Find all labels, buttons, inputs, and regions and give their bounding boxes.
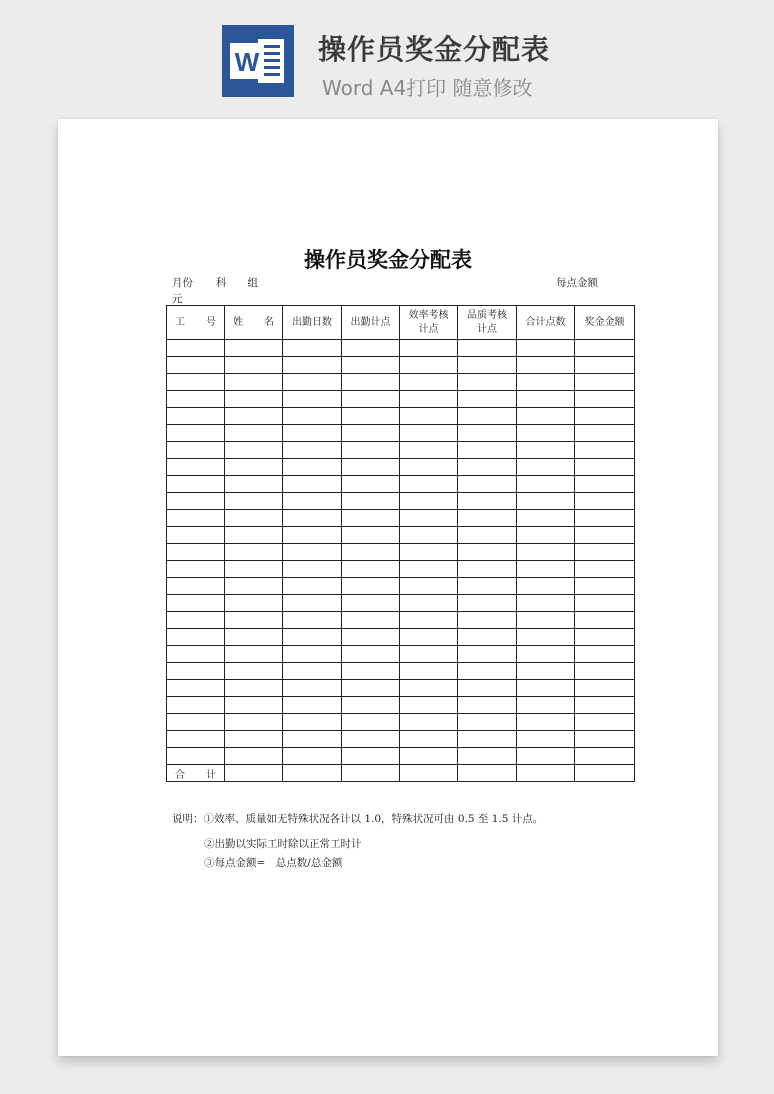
- table-cell[interactable]: [167, 442, 225, 459]
- table-cell[interactable]: [167, 731, 225, 748]
- table-cell[interactable]: [400, 697, 458, 714]
- total-label: 合 计: [167, 765, 225, 782]
- table-cell[interactable]: [458, 459, 517, 476]
- table-cell[interactable]: [342, 595, 400, 612]
- table-cell[interactable]: [283, 697, 342, 714]
- table-cell[interactable]: [400, 646, 458, 663]
- word-icon-letter: W: [234, 47, 260, 77]
- table-cell[interactable]: [517, 442, 575, 459]
- table-cell[interactable]: [342, 493, 400, 510]
- table-cell[interactable]: [225, 714, 283, 731]
- table-cell[interactable]: [575, 748, 635, 765]
- table-cell[interactable]: [575, 476, 635, 493]
- table-cell[interactable]: [283, 629, 342, 646]
- note-3: ③每点金额= 总点数/总金额: [204, 857, 343, 869]
- table-cell[interactable]: [167, 374, 225, 391]
- table-cell[interactable]: [167, 391, 225, 408]
- table-cell[interactable]: [283, 425, 342, 442]
- total-cell[interactable]: [225, 765, 283, 782]
- table-cell[interactable]: [342, 408, 400, 425]
- table-cell[interactable]: [517, 561, 575, 578]
- word-icon: [222, 25, 294, 97]
- table-cell[interactable]: [400, 425, 458, 442]
- table-cell[interactable]: [225, 425, 283, 442]
- table-cell[interactable]: [517, 646, 575, 663]
- bonus-table: [166, 305, 634, 782]
- total-cell[interactable]: [400, 765, 458, 782]
- table-cell[interactable]: [458, 612, 517, 629]
- meta-rate: 每点金额: [556, 277, 598, 289]
- table-row: [167, 408, 635, 425]
- table-cell[interactable]: [517, 357, 575, 374]
- table-cell[interactable]: [225, 408, 283, 425]
- table-cell[interactable]: [167, 408, 225, 425]
- table-cell[interactable]: [458, 629, 517, 646]
- table-row: [167, 731, 635, 748]
- table-cell[interactable]: [575, 714, 635, 731]
- table-row: [167, 612, 635, 629]
- table-cell[interactable]: [167, 578, 225, 595]
- total-cell[interactable]: [342, 765, 400, 782]
- table-cell[interactable]: [458, 663, 517, 680]
- total-row: [167, 765, 635, 782]
- table-cell[interactable]: [458, 357, 517, 374]
- table-cell[interactable]: [458, 476, 517, 493]
- meta-unit: 元: [172, 293, 183, 305]
- table-cell[interactable]: [400, 731, 458, 748]
- table-cell[interactable]: [283, 714, 342, 731]
- table-row: [167, 646, 635, 663]
- table-cell[interactable]: [400, 578, 458, 595]
- table-cell[interactable]: [342, 374, 400, 391]
- table-row: [167, 459, 635, 476]
- table-cell[interactable]: [283, 527, 342, 544]
- table-cell[interactable]: [517, 544, 575, 561]
- table-cell[interactable]: [225, 612, 283, 629]
- table-cell[interactable]: [167, 527, 225, 544]
- table-row: [167, 493, 635, 510]
- table-cell[interactable]: [342, 425, 400, 442]
- table-cell[interactable]: [342, 612, 400, 629]
- table-cell[interactable]: [575, 612, 635, 629]
- table-cell[interactable]: [342, 561, 400, 578]
- table-cell[interactable]: [167, 510, 225, 527]
- table-cell[interactable]: [342, 714, 400, 731]
- table-cell[interactable]: [225, 442, 283, 459]
- table-cell[interactable]: [167, 544, 225, 561]
- table-row: [167, 714, 635, 731]
- table-row: [167, 680, 635, 697]
- table-cell[interactable]: [575, 408, 635, 425]
- table-cell[interactable]: [283, 544, 342, 561]
- col-header-efficiency: 效率考核计点: [400, 306, 458, 340]
- table-cell[interactable]: [517, 493, 575, 510]
- table-cell[interactable]: [167, 612, 225, 629]
- table-row: [167, 442, 635, 459]
- table-cell[interactable]: [225, 595, 283, 612]
- table-cell[interactable]: [400, 510, 458, 527]
- table-cell[interactable]: [342, 731, 400, 748]
- table-cell[interactable]: [167, 595, 225, 612]
- table-cell[interactable]: [575, 527, 635, 544]
- table-cell[interactable]: [575, 357, 635, 374]
- table-cell[interactable]: [517, 663, 575, 680]
- table-cell[interactable]: [225, 680, 283, 697]
- table-cell[interactable]: [458, 714, 517, 731]
- table-cell[interactable]: [283, 663, 342, 680]
- table-row: [167, 510, 635, 527]
- note-2: ②出勤以实际工时除以正常工时计: [204, 838, 362, 850]
- table-cell[interactable]: [342, 697, 400, 714]
- table-cell[interactable]: [400, 527, 458, 544]
- total-cell[interactable]: [575, 765, 635, 782]
- table-cell[interactable]: [575, 697, 635, 714]
- table-cell[interactable]: [167, 714, 225, 731]
- table-cell[interactable]: [167, 493, 225, 510]
- table-cell[interactable]: [167, 459, 225, 476]
- table-cell[interactable]: [575, 561, 635, 578]
- table-cell[interactable]: [517, 510, 575, 527]
- table-cell[interactable]: [400, 680, 458, 697]
- table-cell[interactable]: [575, 493, 635, 510]
- total-cell[interactable]: [283, 765, 342, 782]
- table-cell[interactable]: [575, 595, 635, 612]
- table-row: [167, 629, 635, 646]
- table-cell[interactable]: [225, 493, 283, 510]
- document-page: [58, 119, 718, 1056]
- table-cell[interactable]: [400, 374, 458, 391]
- table-cell[interactable]: [575, 459, 635, 476]
- table-cell[interactable]: [575, 578, 635, 595]
- table-cell[interactable]: [167, 629, 225, 646]
- table-row: [167, 340, 635, 357]
- table-cell[interactable]: [225, 561, 283, 578]
- table-cell[interactable]: [225, 578, 283, 595]
- table-cell[interactable]: [458, 408, 517, 425]
- banner-subtitle: Word A4打印 随意修改: [322, 76, 533, 100]
- table-cell[interactable]: [575, 340, 635, 357]
- table-cell[interactable]: [400, 442, 458, 459]
- table-cell[interactable]: [575, 442, 635, 459]
- table-cell[interactable]: [225, 697, 283, 714]
- table-cell[interactable]: [225, 544, 283, 561]
- table-cell[interactable]: [225, 340, 283, 357]
- col-header-days: 出勤日数: [283, 306, 342, 340]
- table-cell[interactable]: [400, 493, 458, 510]
- meta-month: 月份: [172, 277, 193, 289]
- table-cell[interactable]: [225, 748, 283, 765]
- table-cell[interactable]: [458, 680, 517, 697]
- table-cell[interactable]: [283, 476, 342, 493]
- table-cell[interactable]: [283, 442, 342, 459]
- table-cell[interactable]: [225, 510, 283, 527]
- document-title: 操作员奖金分配表: [304, 248, 472, 272]
- table-cell[interactable]: [342, 629, 400, 646]
- table-cell[interactable]: [342, 646, 400, 663]
- table-cell[interactable]: [400, 663, 458, 680]
- table-cell[interactable]: [225, 646, 283, 663]
- table-cell[interactable]: [167, 357, 225, 374]
- table-cell[interactable]: [283, 357, 342, 374]
- col-header-bonus: 奖金金额: [575, 306, 635, 340]
- table-cell[interactable]: [225, 357, 283, 374]
- table-cell[interactable]: [283, 340, 342, 357]
- table-cell[interactable]: [342, 357, 400, 374]
- table-cell[interactable]: [283, 459, 342, 476]
- table-cell[interactable]: [283, 595, 342, 612]
- table-row: [167, 544, 635, 561]
- table-cell[interactable]: [283, 510, 342, 527]
- table-cell[interactable]: [283, 408, 342, 425]
- table-cell[interactable]: [458, 595, 517, 612]
- table-cell[interactable]: [517, 612, 575, 629]
- table-cell[interactable]: [283, 578, 342, 595]
- table-cell[interactable]: [283, 561, 342, 578]
- table-cell[interactable]: [225, 629, 283, 646]
- table-cell[interactable]: [458, 544, 517, 561]
- table-cell[interactable]: [458, 425, 517, 442]
- total-cell[interactable]: [458, 765, 517, 782]
- table-row: [167, 425, 635, 442]
- table-cell[interactable]: [458, 731, 517, 748]
- table-cell[interactable]: [517, 391, 575, 408]
- table-cell[interactable]: [167, 425, 225, 442]
- table-cell[interactable]: [575, 374, 635, 391]
- table-cell[interactable]: [575, 629, 635, 646]
- table-row: [167, 561, 635, 578]
- table-cell[interactable]: [167, 748, 225, 765]
- table-cell[interactable]: [517, 629, 575, 646]
- table-cell[interactable]: [575, 425, 635, 442]
- table-cell[interactable]: [283, 731, 342, 748]
- table-cell[interactable]: [517, 697, 575, 714]
- meta-dept: 科 组: [216, 277, 258, 289]
- table-cell[interactable]: [400, 595, 458, 612]
- table-cell[interactable]: [400, 748, 458, 765]
- table-cell[interactable]: [575, 680, 635, 697]
- note-1: 说明：①效率、质量如无特殊状况各计以 1.0，特殊状况可由 0.5 至 1.5 计点。: [172, 813, 544, 825]
- table-row: [167, 748, 635, 765]
- table-cell[interactable]: [342, 442, 400, 459]
- table-cell[interactable]: [400, 408, 458, 425]
- table-cell[interactable]: [517, 731, 575, 748]
- table-cell[interactable]: [283, 680, 342, 697]
- table-cell[interactable]: [167, 680, 225, 697]
- table-cell[interactable]: [225, 663, 283, 680]
- table-cell[interactable]: [400, 476, 458, 493]
- table-cell[interactable]: [458, 646, 517, 663]
- table-row: [167, 527, 635, 544]
- table-cell[interactable]: [283, 493, 342, 510]
- banner-title: 操作员奖金分配表: [318, 33, 551, 66]
- table-cell[interactable]: [517, 459, 575, 476]
- table-cell[interactable]: [342, 340, 400, 357]
- table-cell[interactable]: [517, 425, 575, 442]
- table-cell[interactable]: [283, 748, 342, 765]
- table-cell[interactable]: [517, 595, 575, 612]
- table-cell[interactable]: [400, 544, 458, 561]
- table-cell[interactable]: [167, 646, 225, 663]
- table-cell[interactable]: [458, 340, 517, 357]
- table-cell[interactable]: [342, 544, 400, 561]
- table-cell[interactable]: [342, 663, 400, 680]
- table-cell[interactable]: [342, 578, 400, 595]
- table-cell[interactable]: [517, 476, 575, 493]
- table-cell[interactable]: [342, 476, 400, 493]
- table-cell[interactable]: [167, 561, 225, 578]
- table-row: [167, 357, 635, 374]
- table-cell[interactable]: [283, 612, 342, 629]
- table-cell[interactable]: [458, 510, 517, 527]
- table-cell[interactable]: [458, 527, 517, 544]
- table-cell[interactable]: [167, 663, 225, 680]
- table-cell[interactable]: [225, 527, 283, 544]
- table-cell[interactable]: [575, 646, 635, 663]
- table-cell[interactable]: [575, 544, 635, 561]
- table-cell[interactable]: [167, 697, 225, 714]
- table-cell[interactable]: [342, 391, 400, 408]
- table-cell[interactable]: [517, 340, 575, 357]
- col-header-name: 姓 名: [225, 306, 283, 340]
- header-row: [167, 306, 635, 340]
- col-header-attend-points: 出勤计点: [342, 306, 400, 340]
- banner: [0, 0, 774, 118]
- table-cell[interactable]: [400, 459, 458, 476]
- table-cell[interactable]: [575, 663, 635, 680]
- table-cell[interactable]: [400, 714, 458, 731]
- col-header-quality: 品质考核计点: [458, 306, 517, 340]
- table-cell[interactable]: [342, 680, 400, 697]
- table-cell[interactable]: [342, 459, 400, 476]
- table-cell[interactable]: [575, 731, 635, 748]
- table-row: [167, 578, 635, 595]
- table-row: [167, 595, 635, 612]
- table-cell[interactable]: [575, 510, 635, 527]
- table-cell[interactable]: [400, 629, 458, 646]
- table-row: [167, 374, 635, 391]
- table-cell[interactable]: [400, 340, 458, 357]
- table-cell[interactable]: [458, 493, 517, 510]
- table-cell[interactable]: [517, 748, 575, 765]
- table-cell[interactable]: [517, 408, 575, 425]
- table-cell[interactable]: [517, 578, 575, 595]
- table-cell[interactable]: [283, 374, 342, 391]
- table-cell[interactable]: [342, 510, 400, 527]
- table-cell[interactable]: [458, 697, 517, 714]
- table-cell[interactable]: [517, 374, 575, 391]
- col-header-total-points: 合计点数: [517, 306, 575, 340]
- table-cell[interactable]: [400, 612, 458, 629]
- table-row: [167, 476, 635, 493]
- col-header-id: 工 号: [167, 306, 225, 340]
- table-row: [167, 697, 635, 714]
- table-cell[interactable]: [517, 527, 575, 544]
- table-cell[interactable]: [283, 391, 342, 408]
- table-cell[interactable]: [458, 561, 517, 578]
- table-cell[interactable]: [400, 357, 458, 374]
- table-cell[interactable]: [517, 680, 575, 697]
- total-cell[interactable]: [517, 765, 575, 782]
- table-cell[interactable]: [400, 391, 458, 408]
- table-cell[interactable]: [342, 748, 400, 765]
- table-cell[interactable]: [283, 646, 342, 663]
- table-cell[interactable]: [225, 476, 283, 493]
- table-row: [167, 663, 635, 680]
- table-cell[interactable]: [400, 561, 458, 578]
- table-cell[interactable]: [575, 391, 635, 408]
- table-cell[interactable]: [458, 748, 517, 765]
- table-cell[interactable]: [458, 374, 517, 391]
- table-cell[interactable]: [517, 714, 575, 731]
- table-cell[interactable]: [167, 476, 225, 493]
- table-cell[interactable]: [225, 731, 283, 748]
- table-cell[interactable]: [225, 459, 283, 476]
- table-cell[interactable]: [458, 391, 517, 408]
- table-cell[interactable]: [458, 578, 517, 595]
- table-cell[interactable]: [167, 340, 225, 357]
- table-cell[interactable]: [225, 374, 283, 391]
- table-cell[interactable]: [342, 527, 400, 544]
- table-row: [167, 391, 635, 408]
- table-cell[interactable]: [225, 391, 283, 408]
- table-cell[interactable]: [458, 442, 517, 459]
